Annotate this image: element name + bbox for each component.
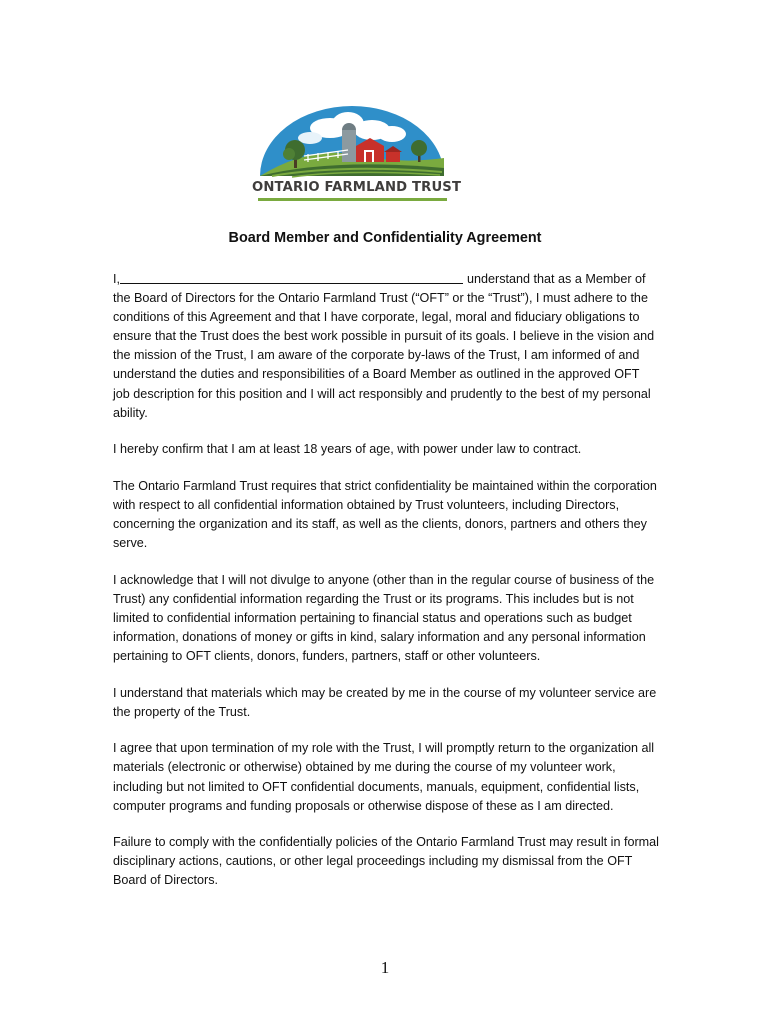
page-number: 1 (380, 958, 390, 977)
document-title: Board Member and Confidentiality Agreement (228, 230, 542, 246)
compliance-paragraph: Failure to comply with the confidentially policies of the Ontario Farmland Trust may result in formal disciplinary actions, cautions, or other legal proceedings including my dismissal from the OFT Board of Directors. (113, 835, 659, 888)
farm-scene-icon (252, 106, 452, 182)
member-name-blank[interactable] (120, 270, 463, 284)
confidentiality-paragraph: The Ontario Farmland Trust requires that strict confidentiality be maintained within the corporation with respect to all confidential information obtained by Trust volunteers, including Directors, concerning the organization and its staff, as well as the clients, donors, partners and others they serve. (113, 478, 657, 551)
age-paragraph: I hereby confirm that I am at least 18 years of age, with power under law to contract. (113, 442, 582, 457)
non-disclosure-paragraph: I acknowledge that I will not divulge to anyone (other than in the regular course of business of the Trust) any confidential information regarding the Trust or its programs. This includes but is not limited to confidential information pertaining to financial status and operations such as budget information, donations of money or gifts in kind, salary information and any personal information pertaining to OFT clients, donors, funders, partners, staff or other volunteers. (113, 572, 655, 664)
intro-paragraph (113, 270, 659, 423)
logo-wordmark: ONTARIO FARMLAND TRUST (252, 180, 462, 195)
logo-underline (258, 198, 447, 201)
materials-paragraph: I understand that materials which may be created by me in the course of my volunteer service are the property of the Trust. (113, 685, 657, 719)
intro-prefix: I, (113, 272, 120, 286)
intro-text: understand that as a Member of the Board of Directors for the Ontario Farmland Trust (“OFT” or the “Trust”), I must adhere to the conditions of this Agreement and that I have corporate, legal, moral and fiduciary obligations to ensure that the Trust does the best work possible in pursuit of its goals. I believe in the vision and the mission of the Trust, I am aware of the corporate by-laws of the Trust, I am informed of and understand the duties and responsibilities of a Board Member as outlined in the approved OFT job description for this position and I will act responsibly and prudently to the best of my personal ability. (113, 272, 655, 420)
return-materials-paragraph: I agree that upon termination of my role with the Trust, I will promptly return to the organization all materials (electronic or otherwise) obtained by me during the course of my volunteer work, including but not limited to OFT confidential documents, manuals, equipment, confidential lists, computer programs and funding proposals or otherwise dispose of these as I am directed. (113, 741, 655, 813)
agreement-body (113, 270, 659, 908)
ontario-farmland-trust-logo (252, 106, 462, 202)
